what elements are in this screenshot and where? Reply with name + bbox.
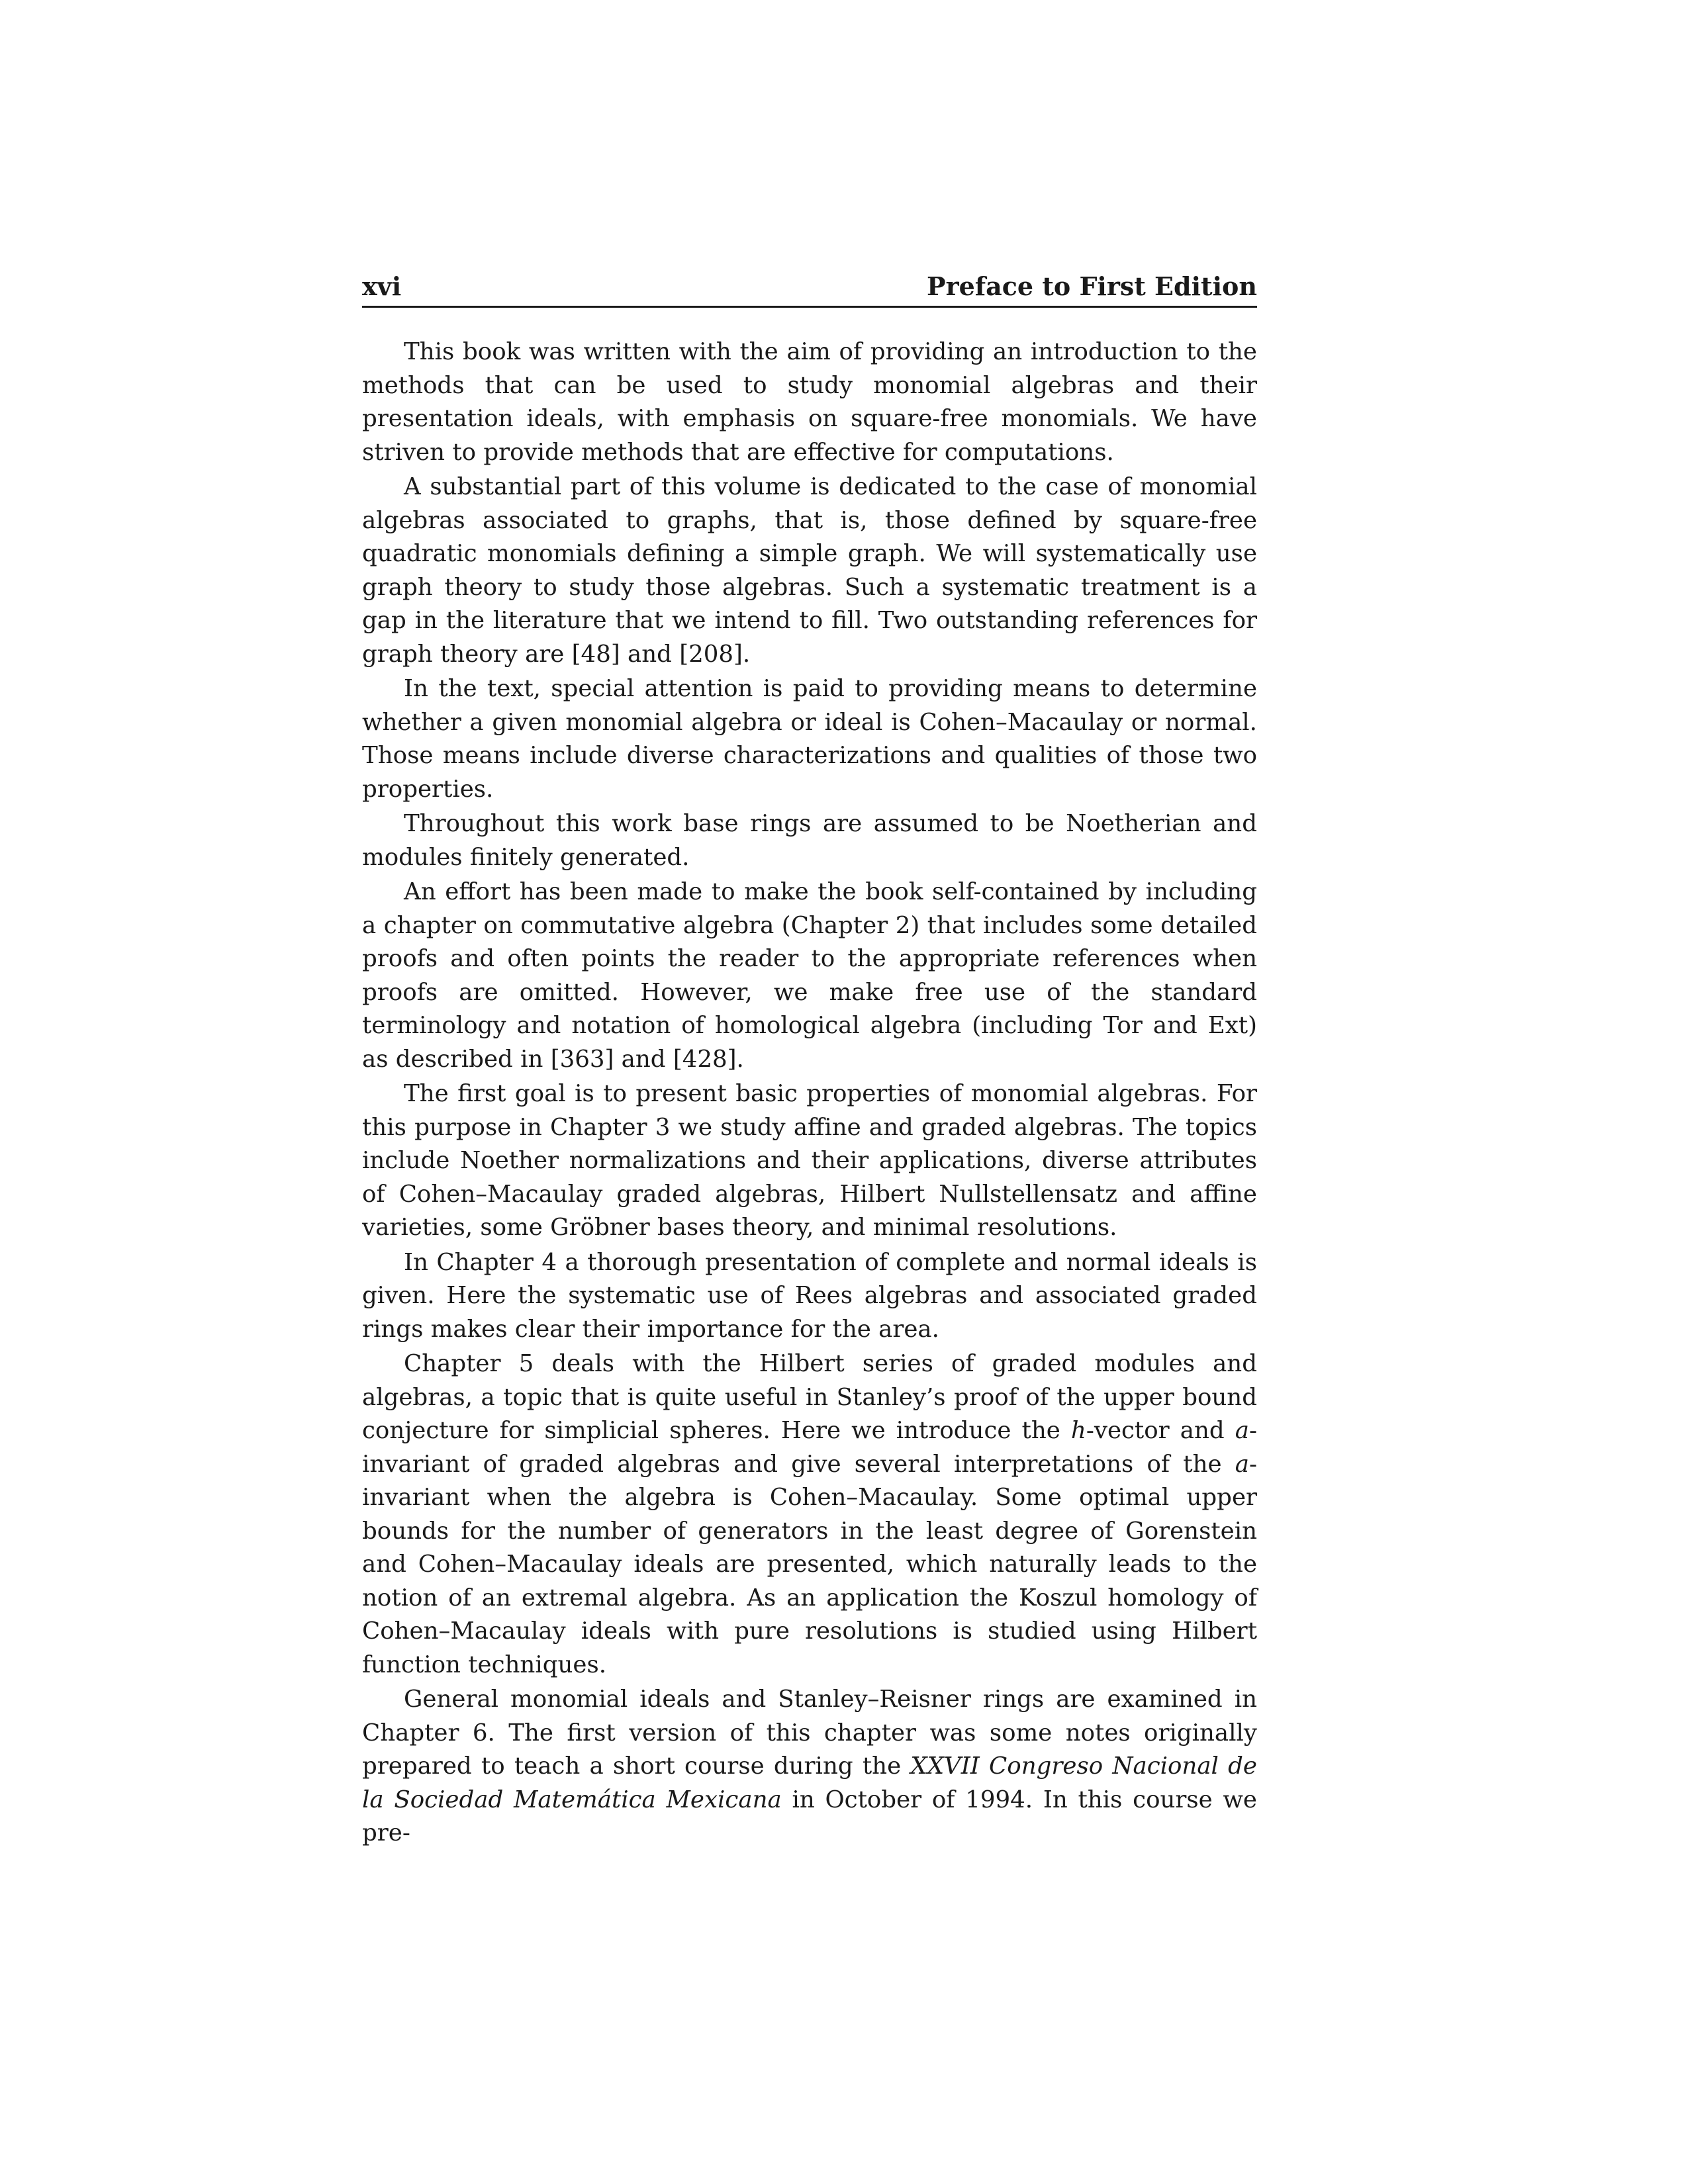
congress-name: XXVII Congreso Nacional de la Sociedad Matemática Mexicana <box>362 1752 1257 1813</box>
paragraph-text: in October of 1994. In this course we pre- <box>362 1786 1257 1846</box>
paragraph: The first goal is to present basic properties of monomial algebras. For this purpose in Chapter 3 we study affine and graded algebras. The topics include Noether normalizations and their applications, diverse attributes of Cohen–Macaulay graded algebras, Hilbert Nullstellensatz and affine varieties, some Gröbner bases theory, and minimal resolutions. <box>362 1080 1257 1241</box>
paragraph: A substantial part of this volume is dedicated to the case of monomial algebras associated to graphs, that is, those defined by square-free quadratic monomials defining a simple graph. We will systematically use graph theory to study those algebras. Such a systematic treatment is a gap in the literature that we intend to fill. Two outstanding references for graph theory are [48] and [208]. <box>362 473 1257 668</box>
paragraph: This book was written with the aim of providing an introduction to the methods that can be used to study monomial algebras and their presentation ideals, with emphasis on square-free monomials. We have striven to provide methods that are effective for computations. <box>362 338 1257 466</box>
book-page <box>362 270 1257 1850</box>
a-symbol: a <box>1235 1417 1249 1444</box>
h-symbol: h <box>1070 1417 1086 1444</box>
paragraph: In Chapter 4 a thorough presentation of complete and normal ideals is given. Here the systematic use of Rees algebras and associated graded rings makes clear their importance for the area. <box>362 1248 1257 1343</box>
body-text <box>362 336 1257 1850</box>
paragraph-text: -invariant when the algebra is Cohen–Macaulay. Some optimal upper bounds for the number of generators in the least degree of Gorenstein and Cohen–Macaulay ideals are presented, which naturally leads to the notion of an extremal algebra. As an application the Koszul homology of Cohen–Macaulay ideals with pure resolutions is studied using Hilbert function techniques. <box>362 1450 1257 1678</box>
paragraph-text: -invariant of graded algebras and give several interpretations of the <box>362 1417 1257 1478</box>
paragraph <box>362 1347 1257 1682</box>
paragraph-text: General monomial ideals and Stanley–Reisner rings are examined in Chapter 6. The first version of this chapter was some notes originally prepared to teach a short course during the <box>362 1686 1257 1780</box>
paragraph: Throughout this work base rings are assumed to be Noetherian and modules finitely generated. <box>362 810 1257 871</box>
paragraph-text: -vector and <box>1086 1417 1235 1444</box>
paragraph-text: Chapter 5 deals with the Hilbert series of graded modules and algebras, a topic that is quite useful in Stanley’s proof of the upper bound conjecture for simplicial spheres. Here we introduce the <box>362 1350 1257 1444</box>
paragraph <box>362 1683 1257 1850</box>
a-symbol: a <box>1235 1450 1249 1478</box>
paragraph: In the text, special attention is paid to providing means to determine whether a given monomial algebra or ideal is Cohen–Macaulay or normal. Those means include diverse characterizations and qualities of those two properties. <box>362 675 1257 803</box>
paragraph: An effort has been made to make the book self-contained by including a chapter on commutative algebra (Chapter 2) that includes some detailed proofs and often points the reader to the appropriate references when proofs are omitted. However, we make free use of the standard terminology and notation of homological algebra (including Tor and Ext) as described in [363] and [428]. <box>362 878 1257 1073</box>
running-title: Preface to First Edition <box>927 271 1257 301</box>
page-number: xvi <box>362 271 402 301</box>
running-head <box>362 270 1257 308</box>
